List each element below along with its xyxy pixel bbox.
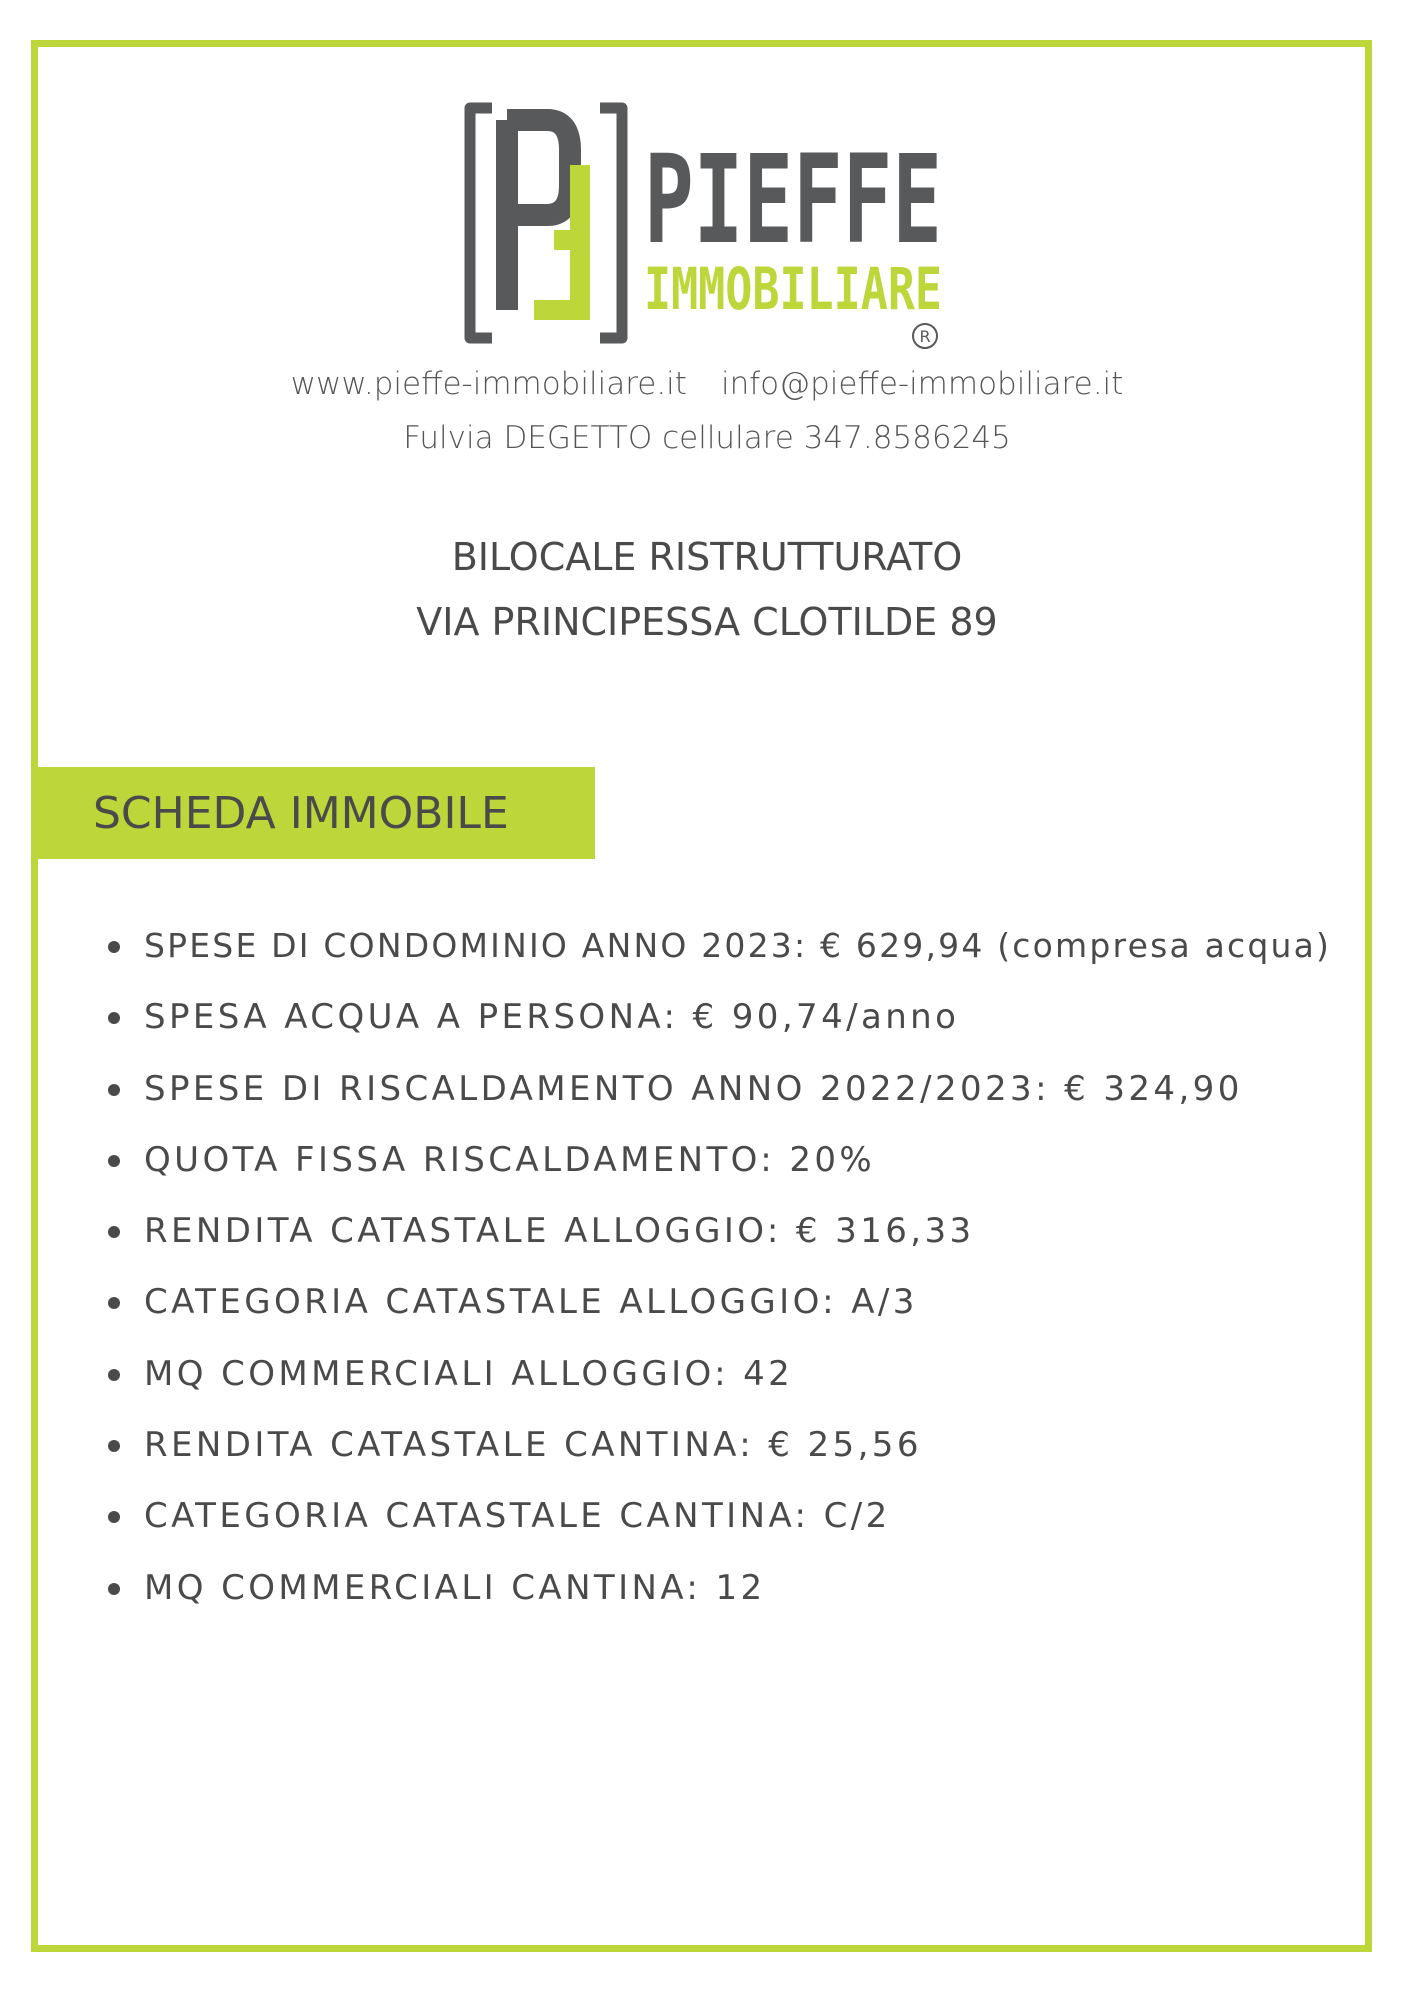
list-item: SPESA ACQUA A PERSONA: € 90,74/anno [104,987,1331,1058]
bullet-icon [108,1155,120,1167]
list-item: SPESE DI CONDOMINIO ANNO 2023: € 629,94 (compresa acqua) [104,916,1331,987]
email-link[interactable]: info@pieffe-immobiliare.it [720,366,1124,402]
list-item: QUOTA FISSA RISCALDAMENTO: 20% [104,1130,1331,1201]
section-heading: SCHEDA IMMOBILE [93,788,509,839]
bullet-icon [108,1511,120,1523]
section-banner [31,767,595,859]
right-bracket-icon [600,108,622,338]
bullet-icon [108,1084,120,1096]
bullet-icon [108,1440,120,1452]
pieffe-logo [462,105,952,350]
website-link[interactable]: www.pieffe-immobiliare.it [290,366,687,402]
p-monogram-icon [507,120,570,310]
contact-web-email [0,366,1414,402]
list-item: MQ COMMERCIALI CANTINA: 12 [104,1558,1331,1629]
brand-subtitle: IMMOBILIARE [644,255,942,323]
list-item: CATEGORIA CATASTALE ALLOGGIO: A/3 [104,1272,1331,1343]
bullet-icon [108,941,120,953]
svg-text:R: R [919,327,931,346]
bullet-icon [108,1583,120,1595]
property-title: BILOCALE RISTRUTTURATO [451,535,963,579]
list-item: MQ COMMERCIALI ALLOGGIO: 42 [104,1344,1331,1415]
bullet-icon [108,1369,120,1381]
bullet-icon [108,1297,120,1309]
list-item: SPESE DI RISCALDAMENTO ANNO 2022/2023: € 324,90 [104,1059,1331,1130]
bullet-icon [108,1012,120,1024]
property-address: VIA PRINCIPESSA CLOTILDE 89 [416,600,998,644]
brand-wordmark: PIEFFE [644,129,942,271]
left-bracket-icon [470,108,492,338]
list-item: RENDITA CATASTALE ALLOGGIO: € 316,33 [104,1201,1331,1272]
list-item: RENDITA CATASTALE CANTINA: € 25,56 [104,1415,1331,1486]
contact-phone: Fulvia DEGETTO cellulare 347.8586245 [403,420,1011,456]
bullet-icon [108,1226,120,1238]
f-monogram-icon [534,165,580,310]
list-item: CATEGORIA CATASTALE CANTINA: C/2 [104,1486,1331,1557]
property-specs-list [104,916,1331,1629]
